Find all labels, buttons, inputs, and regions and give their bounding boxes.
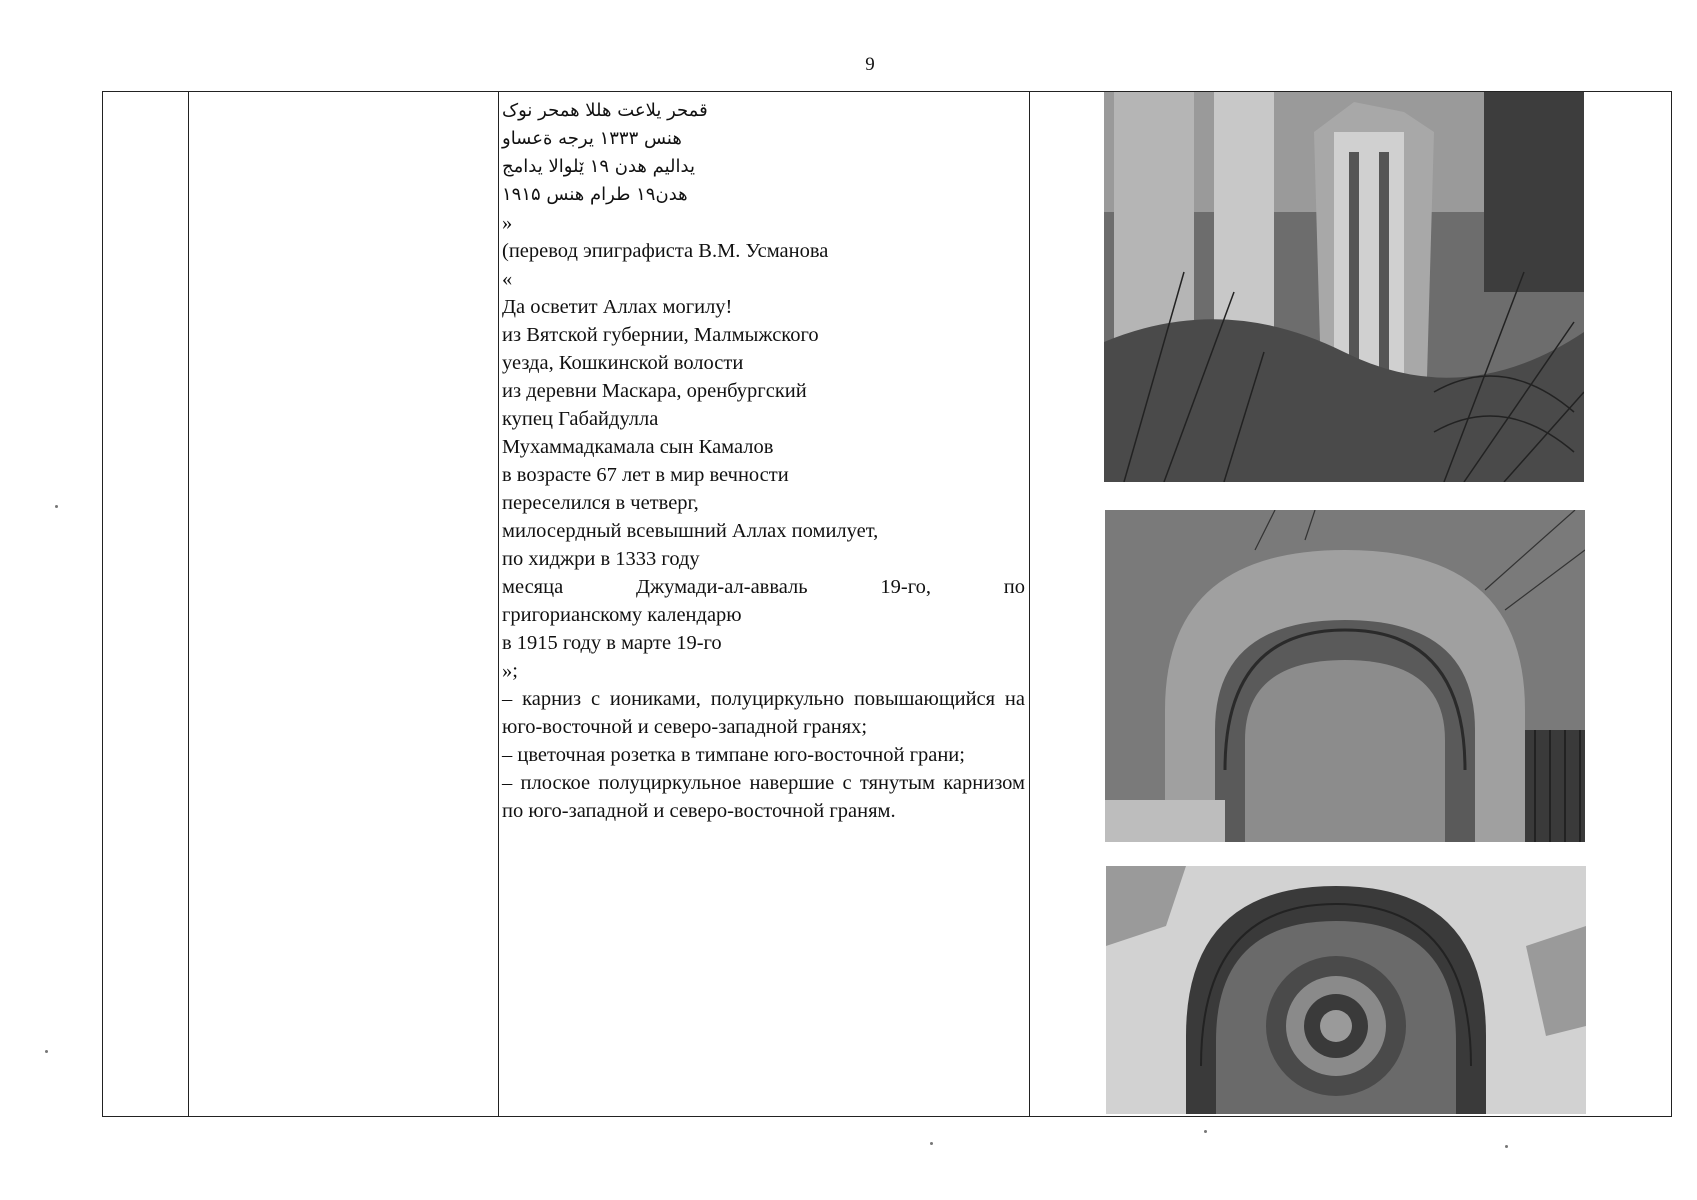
column-divider [498,92,499,1116]
text-line: (перевод эпиграфиста В.М. Усманова [502,240,829,262]
arched-top-photo [1105,510,1585,842]
text-line: в 1915 году в марте 19-го [502,632,722,654]
text-line: купец Габайдулла [502,408,659,430]
scan-speck [55,505,58,508]
scan-speck [1505,1145,1508,1148]
page-number: 9 [865,54,875,75]
arabic-line: هنس ۱۳۳۳ یرجه ةعساو [502,128,682,149]
text-line: милосердный всевышний Аллах помилует, [502,520,879,542]
text-line: « [502,268,513,290]
text-line: из деревни Маскара, оренбургский [502,380,807,402]
text-line: Да осветит Аллах могилу! [502,296,733,318]
arabic-line: قمحر يلاعت هللا همحر نوک [502,100,708,121]
feature-item: – цветочная розетка в тимпане юго-восточной грани; [502,744,965,766]
text-line: из Вятской губернии, Малмыжского [502,324,819,346]
arabic-line: یدالیم هدن ۱۹ ێلوالا یدامج [502,156,696,177]
arabic-line: هدن۱۹ طرام هنس ۱۹۱۵ [502,184,688,205]
text-line: переселился в четверг, [502,492,699,514]
text-line: »; [502,660,518,682]
column-divider [1029,92,1030,1116]
text-line: в возрасте 67 лет в мир вечности [502,464,789,486]
scan-speck [930,1142,933,1145]
text-line: по хиджри в 1333 году [502,548,700,570]
feature-item: – карниз с иониками, полуциркульно повышающийся на юго-восточной и северо-западной гранях; [502,688,1025,738]
text-line: уезда, Кошкинской волости [502,352,744,374]
tombstone-column-photo [1104,92,1584,482]
column-divider [188,92,189,1116]
text-line: Мухаммадкамала сын Камалов [502,436,774,458]
justified-date-line: месяца Джумади-ал-авваль 19-го, по [502,576,1025,598]
rosette-tympanum-photo [1106,866,1586,1114]
scan-speck [1204,1130,1207,1133]
scan-speck [45,1050,48,1053]
feature-item: – плоское полуциркульное навершие с тянутым карнизом по юго-западной и северо-восточной граням. [502,772,1025,822]
text-line: григорианскому календарю [502,604,742,626]
text-line: » [502,212,513,234]
description-cell [500,92,1027,825]
arabic-inscription [502,97,1025,209]
